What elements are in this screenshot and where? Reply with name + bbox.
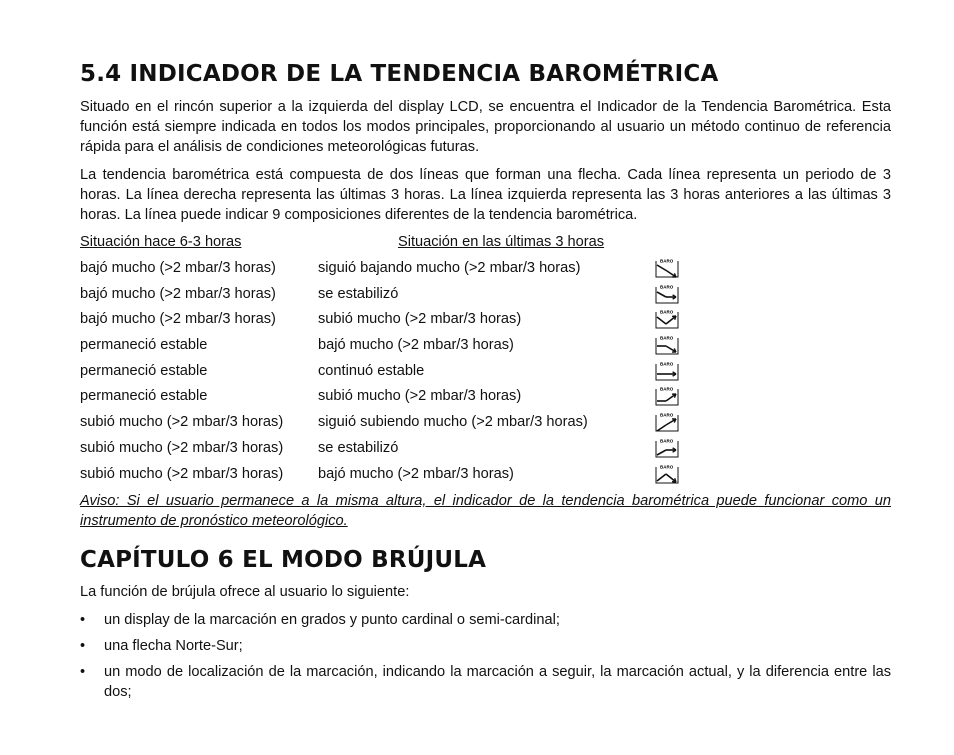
previous-trend: subió mucho (>2 mbar/3 horas) xyxy=(80,465,284,482)
list-item xyxy=(80,636,891,656)
table-row xyxy=(80,412,891,438)
section-heading: 5.4 INDICADOR DE LA TENDENCIA BAROMÉTRICA xyxy=(80,61,719,87)
list-item-text: un modo de localización de la marcación, indicando la marcación a seguir, la marcación actual, y la diferencia entre las dos; xyxy=(104,664,891,700)
baro-label: BARO xyxy=(660,412,674,418)
previous-trend: bajó mucho (>2 mbar/3 horas) xyxy=(80,260,276,276)
table-row xyxy=(80,258,891,284)
baro-flat-flat-icon xyxy=(655,361,679,381)
chapter-heading: CAPÍTULO 6 EL MODO BRÚJULA xyxy=(80,547,487,573)
baro-label: BARO xyxy=(660,464,674,469)
table-row xyxy=(80,335,891,361)
baro-label: BARO xyxy=(660,309,674,315)
previous-trend: permaneció estable xyxy=(80,337,208,354)
trend-table xyxy=(80,258,891,489)
list-item-text: un display de la marcación en grados y punto cardinal o semi-cardinal; xyxy=(104,612,560,628)
baro-label: BARO xyxy=(660,386,674,392)
baro-flat-up-icon xyxy=(655,386,679,406)
baro-label: BARO xyxy=(660,258,674,264)
recent-trend: continuó estable xyxy=(318,362,425,379)
baro-label: BARO xyxy=(660,438,674,444)
table-row xyxy=(80,284,891,310)
column-header-previous: Situación hace 6-3 horas xyxy=(80,234,242,250)
chapter-intro: La función de brújula ofrece al usuario lo siguiente: xyxy=(80,584,410,600)
baro-up-down-icon xyxy=(655,464,679,484)
previous-trend: bajó mucho (>2 mbar/3 horas) xyxy=(80,311,276,328)
bullet-marker: • xyxy=(80,612,86,628)
intro-paragraph: Situado en el rincón superior a la izquierda del display LCD, se encuentra el Indicador de la Tendencia Barométrica. Esta función está siempre indicada en todos los modos principales, proporcionando al usuario un método continuo de referencia rápida para el análisis de condiciones meteorológicas futuras. xyxy=(80,99,891,155)
description-paragraph: La tendencia barométrica está compuesta de dos líneas que forman una flecha. Cada línea representa un periodo de 3 horas. La línea derecha representa las últimas 3 horas. La línea izquierda representa las 3 horas anteriores a las últimas 3 horas. La línea puede indicar 9 composiciones diferentes de la tendencia barométrica. xyxy=(80,167,891,223)
table-row xyxy=(80,386,891,412)
recent-trend: bajó mucho (>2 mbar/3 horas) xyxy=(318,465,514,482)
baro-up-up-icon xyxy=(655,412,679,432)
table-row xyxy=(80,309,891,335)
recent-trend: subió mucho (>2 mbar/3 horas) xyxy=(318,311,522,328)
column-header-recent: Situación en las últimas 3 horas xyxy=(398,234,605,250)
table-row xyxy=(80,438,891,464)
previous-trend: subió mucho (>2 mbar/3 horas) xyxy=(80,414,284,431)
previous-trend: bajó mucho (>2 mbar/3 horas) xyxy=(80,285,276,302)
bullet-marker: • xyxy=(80,638,86,654)
baro-up-flat-icon xyxy=(655,438,679,458)
recent-trend: se estabilizó xyxy=(318,439,399,456)
baro-down-down-icon xyxy=(655,258,679,278)
recent-trend: subió mucho (>2 mbar/3 horas) xyxy=(318,388,522,405)
feature-list xyxy=(80,610,891,708)
baro-label: BARO xyxy=(660,361,674,367)
table-row xyxy=(80,361,891,387)
previous-trend: permaneció estable xyxy=(80,362,208,379)
baro-label: BARO xyxy=(660,284,674,290)
baro-label: BARO xyxy=(660,335,674,341)
recent-trend: bajó mucho (>2 mbar/3 horas) xyxy=(318,337,514,354)
table-row xyxy=(80,464,891,490)
recent-trend: siguió subiendo mucho (>2 mbar/3 horas) xyxy=(318,414,588,431)
table-header xyxy=(80,234,891,254)
list-item xyxy=(80,662,891,702)
baro-flat-down-icon xyxy=(655,335,679,355)
list-item xyxy=(80,610,891,630)
previous-trend: permaneció estable xyxy=(80,388,208,405)
recent-trend: siguió bajando mucho (>2 mbar/3 horas) xyxy=(318,260,581,276)
list-item-text: una flecha Norte-Sur; xyxy=(104,638,243,654)
recent-trend: se estabilizó xyxy=(318,285,399,302)
baro-down-up-icon xyxy=(655,309,679,329)
notice-text: Aviso: Si el usuario permanece a la misma altura, el indicador de la tendencia barométrica puede funcionar como un instrumento de pronóstico meteorológico. xyxy=(80,493,891,529)
bullet-marker: • xyxy=(80,664,86,680)
previous-trend: subió mucho (>2 mbar/3 horas) xyxy=(80,439,284,456)
baro-down-flat-icon xyxy=(655,284,679,304)
